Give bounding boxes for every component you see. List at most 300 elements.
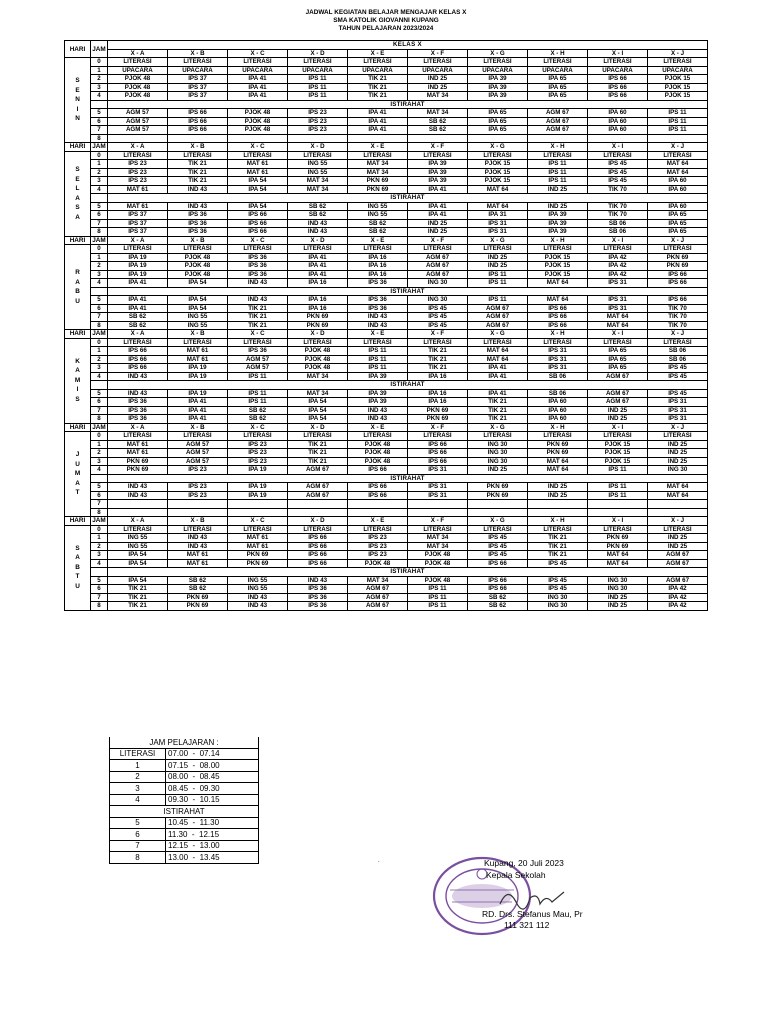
subject-cell: PJOK 15 [648, 75, 708, 84]
subject-cell: IPA 39 [528, 219, 588, 228]
subject-cell: PJOK 48 [168, 253, 228, 262]
legend-row [110, 748, 259, 760]
subject-cell: IPA 16 [288, 296, 348, 305]
subject-cell: PJOK 15 [588, 440, 648, 449]
class-header: X - F [408, 330, 468, 339]
legend-row [110, 817, 259, 829]
title-line2: SMA KATOLIK GIOVANNI KUPANG [333, 16, 439, 24]
table-row [65, 194, 708, 203]
subject-cell: IPA 39 [408, 168, 468, 177]
lesson-hours-legend [109, 737, 259, 864]
legend-row [110, 829, 259, 841]
subject-cell: LITERASI [588, 525, 648, 534]
subject-cell: LITERASI [168, 151, 228, 160]
table-row [65, 109, 708, 118]
subject-cell: IPA 60 [588, 109, 648, 118]
hari-header: HARI [65, 236, 91, 245]
subject-cell: SB 62 [468, 602, 528, 611]
subject-cell: IPA 41 [408, 211, 468, 220]
subject-cell: IPS 11 [228, 372, 288, 381]
subject-cell: LITERASI [228, 338, 288, 347]
subject-cell: MAT 61 [168, 355, 228, 364]
subject-cell: TIK 70 [588, 211, 648, 220]
subject-cell: IPS 45 [648, 389, 708, 398]
subject-cell: IPS 45 [528, 576, 588, 585]
subject-cell: PJOK 15 [648, 83, 708, 92]
subject-cell: LITERASI [408, 525, 468, 534]
subject-cell: IND 25 [468, 262, 528, 271]
subject-cell: IPS 31 [408, 491, 468, 500]
subject-cell: LITERASI [168, 525, 228, 534]
subject-cell: AGM 67 [648, 576, 708, 585]
subject-cell: IPA 39 [468, 83, 528, 92]
subject-cell: IND 25 [648, 542, 708, 551]
subject-cell: IPS 36 [288, 602, 348, 611]
subject-cell: IPA 39 [408, 160, 468, 169]
subject-cell: IND 25 [408, 75, 468, 84]
subject-cell: IND 25 [468, 466, 528, 475]
class-header: X - G [468, 330, 528, 339]
subject-cell: IPS 66 [648, 270, 708, 279]
subject-cell: IPS 66 [288, 542, 348, 551]
subject-cell: IPS 66 [168, 109, 228, 118]
class-header: X - D [288, 330, 348, 339]
jam-cell: 2 [91, 75, 108, 84]
subject-cell: PJOK 15 [528, 262, 588, 271]
subject-cell: LITERASI [588, 245, 648, 254]
subject-cell: IPS 36 [168, 228, 228, 237]
subject-cell: IND 43 [168, 542, 228, 551]
table-row [65, 296, 708, 305]
day-letter: B [75, 563, 80, 571]
day-label-senin [65, 58, 91, 143]
subject-cell: IPA 19 [228, 491, 288, 500]
subject-cell: IPA 65 [528, 75, 588, 84]
class-header: X - J [648, 236, 708, 245]
subject-cell: PKN 69 [228, 559, 288, 568]
class-header: X - A [108, 236, 168, 245]
subject-cell: IND 43 [168, 534, 228, 543]
subject-cell: IPA 42 [588, 253, 648, 262]
subject-cell: IPS 23 [168, 483, 228, 492]
jam-cell: 7 [91, 593, 108, 602]
class-header: X - F [408, 143, 468, 152]
subject-cell: PKN 69 [588, 542, 648, 551]
subject-cell: TIK 21 [108, 593, 168, 602]
subject-cell: UPACARA [228, 66, 288, 75]
subject-cell: IPA 19 [108, 253, 168, 262]
legend-label: 7 [110, 840, 166, 852]
class-header: X - D [288, 236, 348, 245]
subject-cell: IPS 11 [528, 177, 588, 186]
jam-cell [91, 568, 108, 577]
subject-cell: IPS 36 [228, 347, 288, 356]
class-header: X - G [468, 423, 528, 432]
subject-cell: UPACARA [168, 66, 228, 75]
subject-cell: IPA 60 [648, 177, 708, 186]
day-letter: A [75, 554, 80, 562]
hari-header: HARI [65, 41, 91, 58]
subject-cell: UPACARA [648, 66, 708, 75]
jam-header: JAM [92, 330, 106, 338]
table-row [65, 202, 708, 211]
subject-cell: IPS 23 [348, 542, 408, 551]
subject-cell: IPA 41 [288, 262, 348, 271]
subject-cell: IPA 16 [348, 262, 408, 271]
day-letter: B [75, 288, 80, 295]
subject-cell: LITERASI [288, 245, 348, 254]
day-letter: M [74, 470, 81, 478]
jam-cell: 2 [91, 168, 108, 177]
subject-cell: ING 55 [288, 160, 348, 169]
subject-cell: AGM 67 [528, 117, 588, 126]
class-header: X - F [408, 423, 468, 432]
day-letter: A [75, 213, 80, 221]
subject-cell: IND 25 [648, 457, 708, 466]
subject-cell: IPS 66 [408, 457, 468, 466]
jam-cell: 1 [91, 253, 108, 262]
subject-cell: IPA 54 [108, 551, 168, 560]
subject-cell [408, 508, 468, 517]
subject-cell: IND 43 [108, 372, 168, 381]
subject-cell: MAT 64 [468, 347, 528, 356]
table-row [65, 211, 708, 220]
legend-start: 08.00 [168, 772, 189, 782]
hari-header: HARI [65, 423, 91, 432]
class-header: X - A [108, 517, 168, 526]
subject-cell: MAT 64 [528, 279, 588, 288]
class-header: X - I [588, 143, 648, 152]
subject-cell: IPS 23 [168, 466, 228, 475]
subject-cell: IPS 66 [528, 313, 588, 322]
class-header: X - C [228, 49, 288, 58]
subject-cell: IPS 31 [648, 406, 708, 415]
legend-time [166, 783, 259, 795]
subject-cell: IPA 19 [168, 364, 228, 373]
subject-cell: MAT 64 [528, 296, 588, 305]
subject-cell: ING 30 [528, 593, 588, 602]
legend-separator: - [188, 783, 200, 793]
subject-cell: IPA 54 [288, 415, 348, 424]
class-header: X - J [648, 423, 708, 432]
subject-cell: MAT 61 [108, 449, 168, 458]
table-row [65, 500, 708, 509]
subject-cell: LITERASI [228, 432, 288, 441]
subject-cell: ING 30 [408, 279, 468, 288]
jam-cell: 8 [91, 134, 108, 143]
class-header: X - A [108, 330, 168, 339]
jam-cell: 1 [91, 347, 108, 356]
subject-cell: LITERASI [168, 245, 228, 254]
jam-cell: 6 [91, 117, 108, 126]
subject-cell: PJOK 48 [228, 117, 288, 126]
day-label-kamis [65, 338, 91, 423]
jam-cell: 0 [91, 151, 108, 160]
subject-cell: LITERASI [408, 338, 468, 347]
subject-cell: IPS 11 [228, 389, 288, 398]
subject-cell: MAT 64 [468, 202, 528, 211]
subject-cell [288, 508, 348, 517]
table-row [65, 534, 708, 543]
subject-cell: PKN 69 [468, 491, 528, 500]
subject-cell: IPA 65 [468, 126, 528, 135]
subject-cell: PKN 69 [168, 593, 228, 602]
subject-cell: PKN 69 [648, 262, 708, 271]
subject-cell: MAT 34 [288, 177, 348, 186]
table-row [65, 253, 708, 262]
subject-cell: IPA 41 [168, 415, 228, 424]
subject-cell: IPS 45 [468, 551, 528, 560]
subject-cell: IPS 66 [588, 92, 648, 101]
jam-cell: 8 [91, 415, 108, 424]
subject-cell: IPA 41 [468, 364, 528, 373]
jam-cell [91, 381, 108, 390]
subject-cell: IPS 66 [648, 279, 708, 288]
day-letter: R [75, 269, 80, 276]
table-row [65, 355, 708, 364]
legend-row [110, 840, 259, 852]
jam-cell: 8 [91, 602, 108, 611]
jam-header: JAM [92, 517, 106, 525]
table-row [65, 270, 708, 279]
subject-cell: IPA 65 [648, 219, 708, 228]
subject-cell [528, 134, 588, 143]
subject-cell: IPA 54 [168, 279, 228, 288]
class-header: X - A [108, 423, 168, 432]
subject-cell: LITERASI [408, 58, 468, 67]
subject-cell: TIK 21 [228, 304, 288, 313]
legend-end: 13.00 [199, 841, 220, 851]
subject-cell: MAT 64 [528, 466, 588, 475]
day-letter: I [76, 105, 79, 113]
subject-cell: IPA 54 [108, 576, 168, 585]
legend-separator: - [188, 795, 200, 805]
subject-cell: IPS 11 [648, 117, 708, 126]
subject-cell: PKN 69 [528, 449, 588, 458]
subject-cell: AGM 67 [348, 602, 408, 611]
subject-cell: IPA 19 [108, 270, 168, 279]
class-header: X - H [528, 236, 588, 245]
subject-cell: PKN 69 [348, 185, 408, 194]
class-header: X - J [648, 49, 708, 58]
subject-cell: TIK 21 [528, 534, 588, 543]
class-header: X - C [228, 143, 288, 152]
legend-separator: - [187, 829, 199, 839]
subject-cell: AGM 57 [168, 457, 228, 466]
subject-cell: SB 62 [108, 321, 168, 330]
subject-cell: ING 55 [348, 202, 408, 211]
jam-cell: 5 [91, 296, 108, 305]
subject-cell: ING 55 [108, 534, 168, 543]
legend-time [166, 794, 259, 806]
subject-cell: PKN 69 [588, 534, 648, 543]
subject-cell: SB 62 [468, 593, 528, 602]
subject-cell: PKN 69 [168, 602, 228, 611]
subject-cell: ING 30 [588, 585, 648, 594]
day-letter: I [76, 386, 79, 394]
jam-cell: 7 [91, 500, 108, 509]
class-header: X - I [588, 236, 648, 245]
subject-cell: IND 25 [588, 593, 648, 602]
subject-cell: IPS 66 [168, 126, 228, 135]
subject-cell: PJOK 48 [348, 440, 408, 449]
subject-cell: AGM 57 [228, 364, 288, 373]
subject-cell: IPA 65 [468, 117, 528, 126]
subject-cell: IPA 16 [348, 253, 408, 262]
table-row [65, 338, 708, 347]
subject-cell: PKN 69 [468, 483, 528, 492]
subject-cell: TIK 70 [648, 313, 708, 322]
subject-cell: SB 06 [648, 347, 708, 356]
subject-cell: IPA 39 [348, 398, 408, 407]
subject-cell: MAT 64 [588, 551, 648, 560]
day-header-row [65, 143, 708, 152]
subject-cell: ING 55 [168, 321, 228, 330]
day-letter: A [75, 278, 80, 286]
legend-time [166, 840, 259, 852]
day-letter: U [75, 460, 80, 468]
subject-cell: TIK 21 [228, 313, 288, 322]
subject-cell: IPA 65 [528, 92, 588, 101]
subject-cell [168, 134, 228, 143]
subject-cell: IPS 66 [468, 559, 528, 568]
subject-cell: IPA 41 [348, 117, 408, 126]
subject-cell: IPS 37 [108, 228, 168, 237]
subject-cell: IPS 11 [468, 279, 528, 288]
subject-cell: IPS 31 [408, 466, 468, 475]
subject-cell: IPS 45 [408, 313, 468, 322]
legend-start: 11.30 [168, 829, 188, 839]
table-row [65, 279, 708, 288]
hari-header: HARI [65, 330, 91, 339]
subject-cell: LITERASI [468, 525, 528, 534]
subject-cell: IPS 66 [108, 364, 168, 373]
table-row [65, 134, 708, 143]
legend-separator: - [188, 852, 200, 862]
subject-cell: IPA 65 [468, 109, 528, 118]
subject-cell: TIK 21 [288, 449, 348, 458]
subject-cell: SB 62 [228, 415, 288, 424]
subject-cell: PJOK 48 [348, 449, 408, 458]
subject-cell: ING 30 [408, 296, 468, 305]
subject-cell: LITERASI [288, 58, 348, 67]
table-row [65, 406, 708, 415]
legend-title: JAM PELAJARAN : [110, 737, 259, 748]
subject-cell: IPA 42 [648, 593, 708, 602]
subject-cell: IPS 37 [168, 75, 228, 84]
subject-cell: IND 43 [108, 389, 168, 398]
subject-cell: IPS 31 [468, 228, 528, 237]
subject-cell: IPA 41 [228, 92, 288, 101]
subject-cell: TIK 21 [408, 347, 468, 356]
subject-cell: ING 55 [228, 576, 288, 585]
legend-row [110, 806, 259, 818]
subject-cell: MAT 64 [528, 457, 588, 466]
subject-cell: IPA 41 [468, 372, 528, 381]
subject-cell: AGM 67 [408, 270, 468, 279]
class-header: X - G [468, 49, 528, 58]
subject-cell: UPACARA [528, 66, 588, 75]
subject-cell: IND 43 [288, 219, 348, 228]
day-letter: K [75, 357, 80, 365]
subject-cell: LITERASI [408, 151, 468, 160]
subject-cell: AGM 67 [588, 398, 648, 407]
jam-cell: 5 [91, 109, 108, 118]
subject-cell: IPS 45 [528, 585, 588, 594]
jam-cell: 3 [91, 177, 108, 186]
subject-cell: PJOK 15 [588, 457, 648, 466]
subject-cell [228, 134, 288, 143]
subject-cell: SB 06 [528, 389, 588, 398]
subject-cell: IPA 60 [648, 185, 708, 194]
jam-cell: 4 [91, 559, 108, 568]
subject-cell: IPS 66 [348, 491, 408, 500]
class-header: X - J [648, 517, 708, 526]
subject-cell: IPS 31 [648, 415, 708, 424]
jam-cell: 5 [91, 389, 108, 398]
jam-cell: 5 [91, 483, 108, 492]
subject-cell: AGM 67 [348, 585, 408, 594]
jam-cell: 4 [91, 372, 108, 381]
legend-separator: - [188, 760, 200, 770]
day-letter: U [75, 297, 80, 305]
subject-cell: IPS 36 [288, 585, 348, 594]
subject-cell: MAT 61 [228, 542, 288, 551]
subject-cell: IPS 66 [288, 534, 348, 543]
class-header: X - I [588, 49, 648, 58]
subject-cell: MAT 34 [348, 160, 408, 169]
subject-cell: LITERASI [528, 432, 588, 441]
subject-cell: TIK 21 [408, 355, 468, 364]
subject-cell: IPA 42 [648, 585, 708, 594]
subject-cell: IPA 19 [168, 389, 228, 398]
subject-cell [168, 508, 228, 517]
subject-cell: LITERASI [528, 58, 588, 67]
subject-cell: IND 43 [108, 483, 168, 492]
table-row [65, 525, 708, 534]
day-letter: N [75, 96, 80, 104]
legend-end: 12.15 [199, 829, 220, 839]
subject-cell: MAT 34 [288, 185, 348, 194]
subject-cell: IPS 23 [108, 177, 168, 186]
subject-cell: IPS 31 [528, 364, 588, 373]
subject-cell: MAT 64 [648, 491, 708, 500]
subject-cell: IPS 23 [228, 457, 288, 466]
table-row [65, 177, 708, 186]
subject-cell [348, 508, 408, 517]
subject-cell: PJOK 48 [108, 92, 168, 101]
subject-cell: UPACARA [408, 66, 468, 75]
table-row [65, 347, 708, 356]
subject-cell [468, 508, 528, 517]
jam-cell: 5 [91, 576, 108, 585]
subject-cell: IPS 66 [408, 440, 468, 449]
subject-cell: UPACARA [348, 66, 408, 75]
subject-cell: MAT 61 [168, 347, 228, 356]
day-letter: A [75, 367, 80, 375]
subject-cell: PJOK 48 [168, 270, 228, 279]
table-row [65, 559, 708, 568]
jam-header: JAM [92, 143, 106, 151]
subject-cell: IND 43 [228, 593, 288, 602]
legend-end: 13.45 [199, 852, 220, 862]
subject-cell: IPS 45 [528, 559, 588, 568]
subject-cell: IPS 37 [108, 211, 168, 220]
subject-cell: ING 55 [288, 168, 348, 177]
subject-cell: IPA 54 [288, 398, 348, 407]
subject-cell: IPA 39 [468, 75, 528, 84]
class-header: X - I [588, 517, 648, 526]
